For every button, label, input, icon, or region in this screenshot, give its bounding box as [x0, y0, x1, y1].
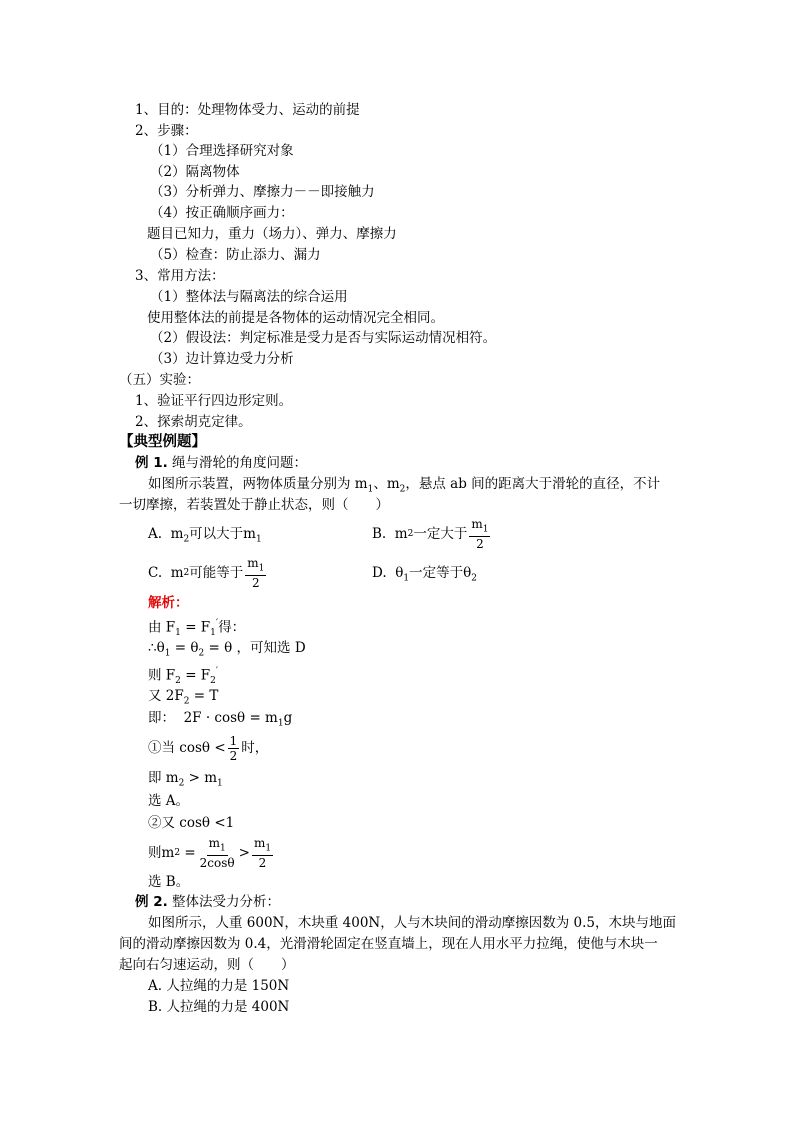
line-step-4: （4）按正确顺序画力：: [150, 205, 294, 221]
line-force-order: 题目已知力，重力（场力）、弹力、摩擦力: [147, 226, 397, 242]
option-c: C. m 2 可能等于 $\frac{m_1}{2}$: [148, 555, 265, 591]
analysis-step-7: 即 $m_2 > m_1$: [148, 770, 223, 789]
line-step-1: （1）合理选择研究对象: [150, 143, 294, 159]
line-methods: 3、常用方法：: [135, 268, 225, 284]
example-2-title-line: [135, 892, 280, 912]
example-1-stem-line-1: 如图所示装置，两物体质量分别为 $m_1$、$m_2$，悬点 ab 间的距离大于滑轮的直径，不计: [148, 476, 661, 495]
option-d: D. $\theta_1$一定等于$\theta_2$: [372, 565, 477, 584]
line-steps: 2、步骤：: [135, 123, 198, 139]
example-1-title: 绳与滑轮的角度问题：: [172, 455, 308, 471]
line-step-3: （3）分析弹力、摩擦力－－即接触力: [150, 184, 375, 200]
example-2-label: 例 2.: [135, 894, 168, 910]
fraction-m1-over-2: $\frac{m_1}{2}$: [247, 555, 265, 591]
fraction-1-over-2: $\frac{1}{2}$: [229, 733, 238, 763]
line-step-5: （5）检查：防止添力、漏力: [150, 247, 321, 263]
analysis-step-3: 则 $F_2 = F_2'$: [148, 666, 219, 687]
section-heading: 【典型例题】: [119, 434, 206, 450]
analysis-step-8: 选 A。: [148, 793, 190, 809]
example-2-option-b: B. 人拉绳的力是 400N: [148, 999, 290, 1015]
fraction-m1-over-2: $\frac{m_1}{2}$: [471, 516, 489, 552]
analysis-step-6: ①当 cosθ < $\frac{1}{2}$ 时，: [148, 733, 269, 763]
line-experiment-1: 1、验证平行四边形定则。: [135, 393, 293, 409]
analysis-step-11: 选 B。: [148, 874, 190, 890]
fraction-m1-over-2cos: $\frac{m_1}{2\cos\theta}$: [199, 835, 235, 871]
example-2-option-a: A. 人拉绳的力是 150N: [148, 978, 290, 994]
line-method-2: （2）假设法：判定标准是受力是否与实际运动情况相符。: [150, 330, 497, 346]
example-1-stem-line-2: 一切摩擦，若装置处于静止状态，则（ ）: [119, 497, 389, 513]
analysis-step-4: 又 $2F_2 = T$: [148, 688, 219, 707]
fraction-m1-over-2: $\frac{m_1}{2}$: [253, 835, 272, 871]
analysis-step-9: ②又 cosθ <1: [148, 815, 235, 831]
option-b: B. m 2 一定大于 $\frac{m_1}{2}$: [372, 516, 489, 552]
example-2-stem-line-2: 间的滑动摩擦因数为 0.4，光滑滑轮固定在竖直墙上，现在人用水平力拉绳，使他与木块一: [119, 936, 658, 952]
example-2-stem-line-3: 起向右匀速运动，则（ ）: [119, 957, 295, 973]
line-step-2: （2）隔离物体: [150, 164, 240, 180]
analysis-step-1: 由 $F_1 = F_1'$得：: [148, 618, 246, 639]
analysis-step-5: 即： $2F \cdot \cos\theta = m_1g$: [148, 710, 293, 729]
example-1-label: 例 1.: [135, 455, 168, 471]
line-purpose: 1、目的：处理物体受力、运动的前提: [135, 102, 360, 118]
line-experiments: （五）实验：: [119, 372, 200, 388]
line-experiment-2: 2、探索胡克定律。: [135, 414, 252, 430]
example-2-stem-line-1: 如图所示，人重 600N，木块重 400N，人与木块间的滑动摩擦因数为 0.5，木块与地面: [148, 915, 677, 931]
line-method-3: （3）边计算边受力分析: [150, 351, 294, 367]
option-a: A. $m_2$可以大于$m_1$: [148, 526, 262, 545]
line-method-1: （1）整体法与隔离法的综合运用: [150, 289, 348, 305]
analysis-step-10: 则 m 2 = $\frac{m_1}{2\cos\theta}$ > $\frac{m_1}{2}$: [148, 835, 272, 871]
analysis-label: 解析：: [148, 595, 189, 611]
line-method-1-note: 使用整体法的前提是各物体的运动情况完全相同。: [147, 310, 444, 326]
example-2-title: 整体法受力分析：: [172, 894, 281, 910]
example-1-title-line: [135, 453, 307, 473]
analysis-step-2: $\therefore\theta_1 = \theta_2 = \theta$ ，可知选 D: [148, 640, 306, 659]
